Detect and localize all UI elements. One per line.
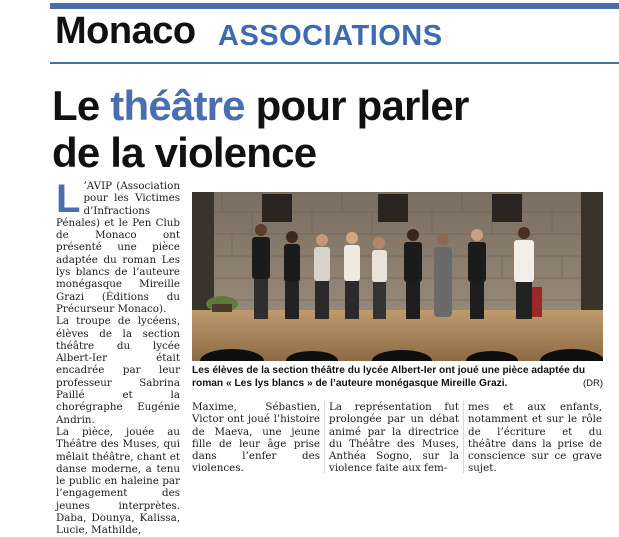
paragraph-debate: La représentation fut prolongée par un débat animé par la directrice du Théâtre des Muses, Anthéa Sogno, sur la violence faite aux fem- bbox=[329, 401, 459, 475]
headline-part1: Le bbox=[52, 82, 111, 129]
headline-part2: pour parler bbox=[244, 82, 469, 129]
paragraph-piece: La pièce, jouée au Théâtre des Muses, qui mêlait théâtre, chant et danse moderne, a tenu le public en haleine par l’engagement des jeunes interprètes. Daba, Dounya, Kalissa, Lucie, Mathilde, bbox=[56, 425, 180, 537]
paragraph-conclusion: mes et aux enfants, notamment et sur le rôle de l’écriture et du théâtre dans la prise de conscience sur ce grave sujet. bbox=[468, 401, 602, 475]
photo-caption bbox=[192, 365, 603, 390]
section-title: Monaco bbox=[55, 10, 196, 52]
paragraph-troupe: La troupe de lycéens, élèves de la section théâtre du lycée Albert-Ier était encadrée par leur professeur Sabrina Paillé et la chorégraphe Eugénie Andrin. bbox=[56, 315, 180, 426]
text-column-1 bbox=[56, 177, 180, 537]
text-column-2 bbox=[192, 401, 320, 475]
headline-line2: de la violence bbox=[52, 129, 317, 176]
paragraph-intro: ’AVIP (Association pour les Victimes d’Infractions Pénales) et le Pen Club de Monaco ont présenté une pièce adaptée du roman Les lys blancs de l’auteure monégasque Mireille Grazi (Éditions du Précurseur Monaco). bbox=[56, 180, 180, 315]
text-column-4 bbox=[468, 401, 602, 475]
text-column-3 bbox=[329, 401, 459, 475]
column-divider bbox=[324, 401, 325, 473]
column-divider bbox=[463, 401, 464, 473]
article-headline bbox=[52, 82, 469, 176]
article-photo bbox=[192, 192, 603, 361]
subsection-title: ASSOCIATIONS bbox=[218, 20, 443, 52]
caption-text: Les élèves de la section théâtre du lycée Albert-Ier ont joué une pièce adaptée du roman « Les lys blancs » de l’auteure monégasque Mireille Grazi. bbox=[192, 365, 586, 389]
paragraph-cast: Maxime, Sébastien, Victor ont joué l’histoire de Maeva, une jeune fille de leur âge prise dans l’enfer des violences. bbox=[192, 401, 320, 475]
header-rule bbox=[50, 62, 619, 64]
photo-credit: (DR) bbox=[582, 377, 603, 389]
drop-cap: L bbox=[56, 177, 81, 221]
top-accent-bar bbox=[50, 3, 619, 9]
headline-highlight: théâtre bbox=[110, 82, 245, 129]
stage-photo-illustration bbox=[192, 192, 603, 361]
